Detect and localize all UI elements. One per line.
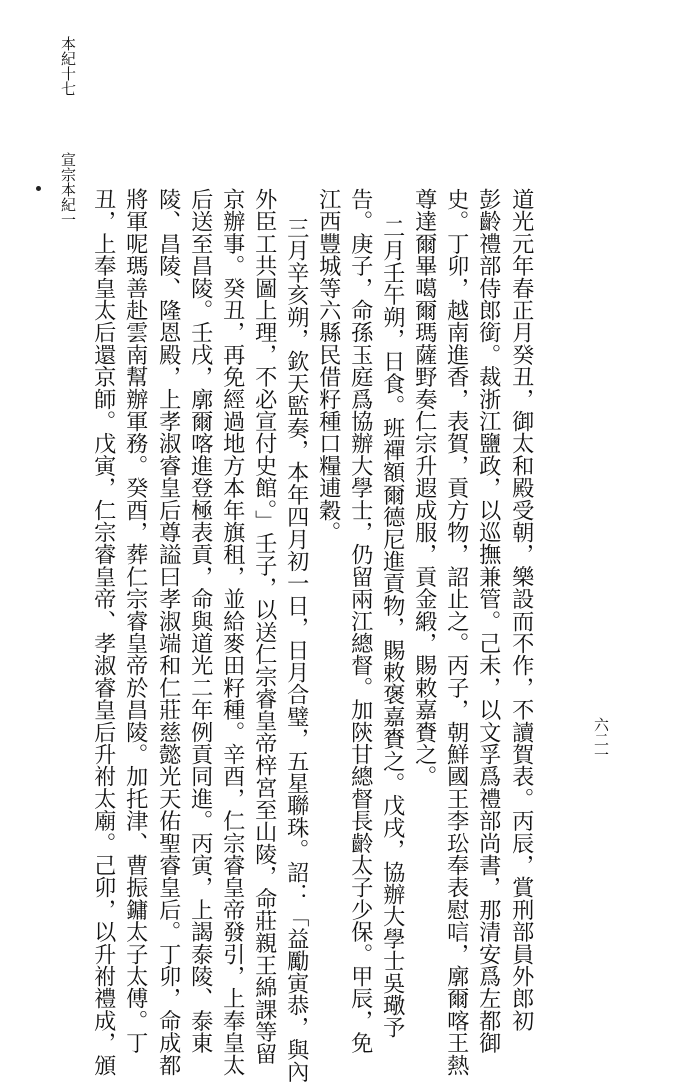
ink-dot [36,186,41,191]
text-column: 史。丁卯，越南進香，表賀，貢方物，詔止之。丙子，朝鮮國王李玜奉表慰唁，廓爾喀王熱 [443,188,470,1076]
page-number: 六二一 [592,717,610,762]
text-column: 陵、昌陵、隆恩殿，上孝淑睿皇后尊謚曰孝淑端和仁莊慈懿光天佑聖睿皇后。丁卯，命成都 [155,188,182,1076]
text-column: 告。庚子，命孫玉庭爲協辦大學士，仍留兩江總督。加陝甘總督長齡太子少保。甲辰，免 [347,188,374,1054]
text-column: 三月辛亥朔，欽天監奏，本年四月初一日，日月合璧，五星聯珠。詔：「益勵寅恭，與內 [283,217,310,1083]
text-column: 外臣工共圖上理，不必宣付史館。」壬子，以送仁宗睿皇帝梓宮至山陵，命莊親王綿課等留 [251,188,278,1065]
text-column: 京辦事。癸丑，再免經過地方本年旗租，並給麥田籽種。辛酉，仁宗睿皇帝發引，上奉皇太 [219,188,246,1076]
text-column: 尊達爾畢噶爾瑪薩野奏仁宗升遐成服，貢金緞，賜敕嘉賚之。 [411,188,438,788]
text-column: 后送至昌陵。壬戌，廓爾喀進登極表貢，命與道光二年例貢同進。丙寅，上謁泰陵、泰東 [187,188,214,1054]
running-head-title: 宣宗本紀一 [59,152,77,227]
text-column: 江西豐城等六縣民借籽種口糧逋穀。 [315,188,342,544]
text-column: 彭齡禮部侍郎銜。裁浙江鹽政，以巡撫兼管。己未，以文孚爲禮部尚書，那清安爲左都御 [475,188,502,1054]
text-column: 道光元年春正月癸丑，御太和殿受朝，樂設而不作，不讀賀表。丙辰，賞刑部員外郎初 [508,188,535,1032]
text-column: 丑，上奉皇太后還京師。戊寅，仁宗睿皇帝、孝淑睿皇后升祔太廟。己卯，以升祔禮成，頒 [90,188,117,1076]
text-column: 二月壬午朔，日食。班禪額爾德尼進貢物，賜敕褒嘉賚之。戊戌，協辦大學士吳璥予 [379,217,406,1039]
text-column: 將軍呢瑪善赴雲南幫辦軍務。癸酉，葬仁宗睿皇帝於昌陵。加托津、曹振鏞太子太傅。丁 [122,188,149,1054]
running-head-chapter: 本紀十七 [59,36,77,96]
